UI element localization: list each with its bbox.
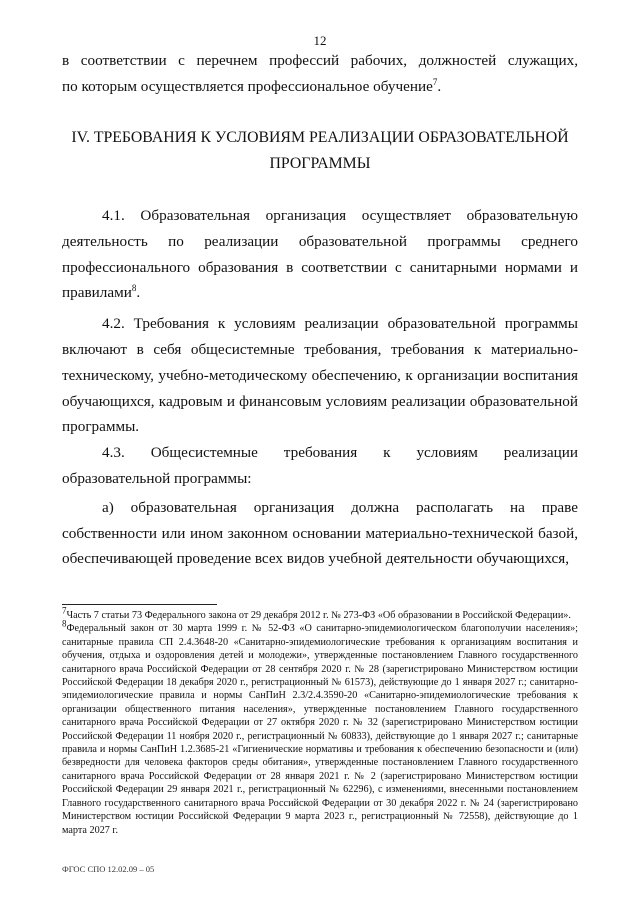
- paragraph-4-1: [62, 203, 578, 306]
- paragraph-4-1-text: 4.1. Образовательная организация осуществляет образовательную деятельность по реализации образовательной программы среднего профессионального образования в соответствии с санитарными нормами и правилами: [62, 207, 578, 302]
- intro-line-2-text: по которым осуществляется профессиональное обучение: [62, 77, 433, 95]
- paragraph-a: а) образовательная организация должна располагать на праве собственности или ином законном основании материально-технической базой, обеспечивающей проведение всех видов учебной деятельности обучающихся,: [62, 498, 578, 568]
- paragraph-4-2: 4.2. Требования к условиям реализации образовательной программы включают в себя общесистемные требования, требования к материально-техническому, учебно-методическому обеспечению, к организации воспитания обучающихся, кадровым и финансовым условиям реализации образовательной программы.: [62, 315, 578, 436]
- footnote-7: [62, 605, 578, 622]
- paragraph-4-1-end: .: [136, 284, 141, 302]
- footnote-7-mark: 7: [62, 605, 67, 616]
- main-text: [62, 203, 578, 572]
- footnote-8-text: Федеральный закон от 30 марта 1999 г. № 52-ФЗ «О санитарно-эпидемиологическом благополучии населения»; санитарные правила СП 2.4.3648-20 «Санитарно-эпидемиологические требования к организациям воспитания и обучения, отдыха и оздоровления детей и молодежи», утвержденные постановлением Главного государственного санитарного врача Российской Федерации от 28 сентября 2020 г. № 28 (зарегистрировано Министерством юстиции Российской Федерации 18 декабря 2020 г., регистрационный № 61573), действующие до 1 января 2027 г.; санитарно-эпидемиологические правила и нормы СанПиН 2.3/2.4.3590-20 «Санитарно-эпидемиологические требования к организации общественного питания населения», утвержденные постановлением Главного государственного санитарного врача Российской Федерации от 27 октября 2020 г. № 32 (зарегистрировано Министерством юстиции Российской Федерации 11 ноября 2020 г., регистрационный № 60833), действующие до 1 января 2027 г.; санитарные правила и нормы СанПиН 1.2.3685-21 «Гигиенические нормативы и требования к обеспечению безопасности и (или) безвредности для человека факторов среды обитания», утвержденные постановлением Главного государственного санитарного врача Российской Федерации от 28 января 2021 г. № 2 (зарегистрировано Министерством юстиции Российской Федерации 29 января 2021 г., регистрационный № 62296), с изменениями, внесенными постановлением Главного государственного санитарного врача Российской Федерации от 30 декабря 2022 г. № 24 (зарегистрировано Министерством юстиции Российской Федерации 9 марта 2023 г., регистрационный № 72558), действующие до 1 марта 2027 г.: [62, 623, 578, 836]
- page-number: 12: [313, 33, 327, 48]
- footnote-8: [62, 619, 578, 837]
- section-heading-line-1: IV. ТРЕБОВАНИЯ К УСЛОВИЯМ РЕАЛИЗАЦИИ ОБРАЗОВАТЕЛЬНОЙ: [71, 129, 569, 146]
- intro-line-2-end: .: [437, 77, 442, 95]
- section-heading-line-2: ПРОГРАММЫ: [269, 155, 371, 172]
- footnote-7-text: Часть 7 статьи 73 Федерального закона от 29 декабря 2012 г. № 273-ФЗ «Об образовании в Российской Федерации».: [66, 610, 571, 621]
- footnote-ref-8[interactable]: 8: [131, 283, 137, 294]
- footnote-separator: [62, 604, 217, 605]
- paragraph-4-3: 4.3. Общесистемные требования к условиям реализации образовательной программы:: [62, 444, 578, 487]
- intro-paragraph: [62, 48, 578, 100]
- section-heading: [62, 125, 578, 177]
- document-code: ФГОС СПО 12.02.09 – 05: [62, 864, 155, 874]
- footnote-ref-7[interactable]: 7: [432, 76, 438, 87]
- intro-line-1: в соответствии с перечнем профессий рабочих, должностей служащих,: [62, 52, 578, 69]
- footnote-8-mark: 8: [62, 619, 67, 630]
- intro-line-2: [62, 74, 578, 100]
- footnotes: [62, 605, 578, 837]
